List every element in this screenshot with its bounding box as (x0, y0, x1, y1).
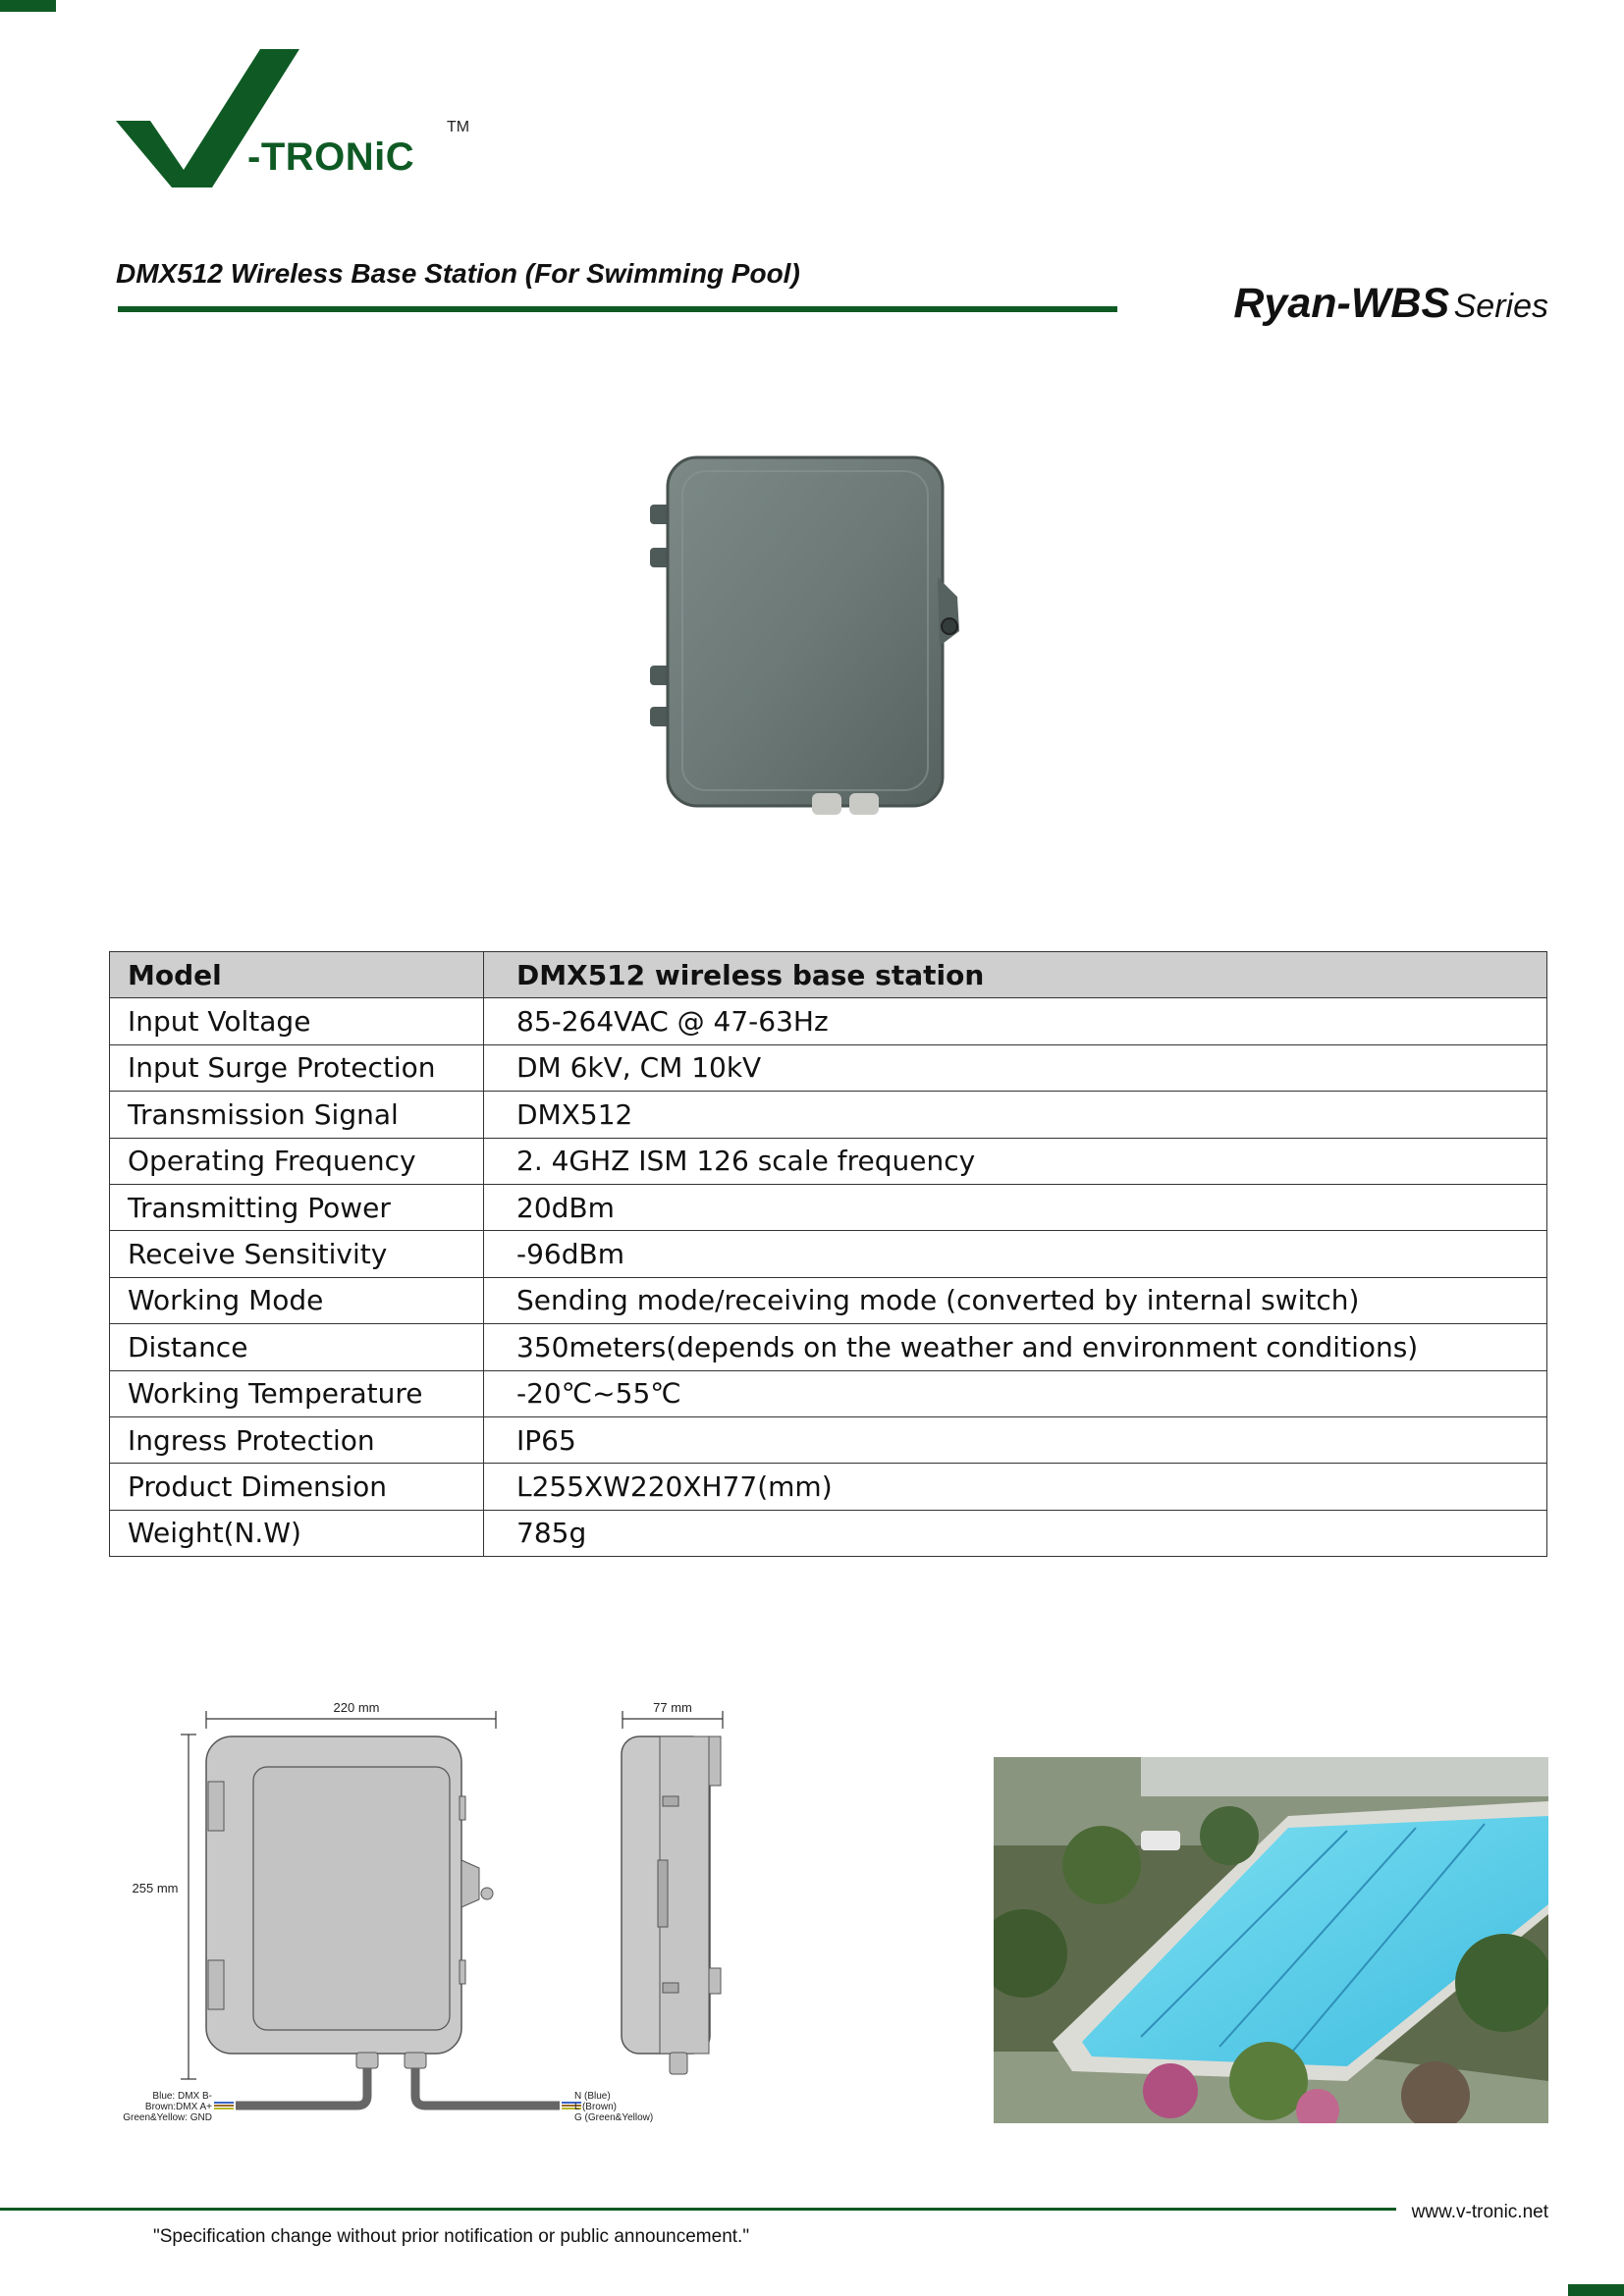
table-row (110, 1231, 1547, 1277)
series-name (1233, 280, 1548, 328)
table-row (110, 1277, 1547, 1323)
spec-value: -20℃~55℃ (484, 1370, 1547, 1416)
spec-value: 785g (484, 1510, 1547, 1556)
spec-value: DMX512 (484, 1092, 1547, 1138)
series-model: Ryan-WBS (1233, 280, 1450, 327)
width-dimension-label: 220 mm (333, 1700, 380, 1715)
document-title: DMX512 Wireless Base Station (For Swimming Pool) (116, 258, 800, 289)
table-row (110, 1138, 1547, 1184)
spec-label: Input Voltage (110, 998, 484, 1044)
height-dimension-label: 255 mm (132, 1881, 179, 1896)
spec-label: Receive Sensitivity (110, 1231, 484, 1277)
corner-accent-bottom (1568, 2284, 1624, 2296)
power-wire-label-3: G (Green&Yellow) (574, 2112, 654, 2123)
corner-accent-top (0, 0, 56, 12)
dimension-drawing (108, 1693, 736, 2125)
product-photo (643, 450, 967, 823)
spec-table (109, 951, 1547, 1557)
table-row (110, 1370, 1547, 1416)
spec-label: Input Surge Protection (110, 1044, 484, 1091)
dmx-wire-label-1: Blue: DMX B- (152, 2091, 212, 2102)
series-word: Series (1453, 288, 1548, 325)
dmx-wire-label-3: Green&Yellow: GND (123, 2112, 212, 2123)
disclaimer-text: "Specification change without prior notification or public announcement." (153, 2226, 750, 2247)
table-row (110, 1510, 1547, 1556)
spec-label: Operating Frequency (110, 1138, 484, 1184)
table-row (110, 1324, 1547, 1370)
spec-value: 2. 4GHZ ISM 126 scale frequency (484, 1138, 1547, 1184)
footer-rule (0, 2208, 1396, 2211)
power-wire-label-1: N (Blue) (574, 2091, 611, 2102)
table-row (110, 1416, 1547, 1463)
title-underline (118, 306, 1117, 312)
spec-label: Working Mode (110, 1277, 484, 1323)
power-wire-label-2: L (Brown) (574, 2102, 617, 2112)
dmx-wire-label-2: Brown:DMX A+ (144, 2102, 212, 2112)
spec-value: 20dBm (484, 1184, 1547, 1230)
spec-value: 85-264VAC @ 47-63Hz (484, 998, 1547, 1044)
spec-value: L255XW220XH77(mm) (484, 1464, 1547, 1510)
brand-name: -TRONiC (247, 135, 415, 179)
spec-label: Transmitting Power (110, 1184, 484, 1230)
spec-label: Product Dimension (110, 1464, 484, 1510)
table-row (110, 1092, 1547, 1138)
spec-label: Weight(N.W) (110, 1510, 484, 1556)
spec-label: Ingress Protection (110, 1416, 484, 1463)
spec-header-value: DMX512 wireless base station (484, 952, 1547, 998)
spec-label: Distance (110, 1324, 484, 1370)
spec-label: Working Temperature (110, 1370, 484, 1416)
spec-value: DM 6kV, CM 10kV (484, 1044, 1547, 1091)
table-row (110, 998, 1547, 1044)
spec-header-label: Model (110, 952, 484, 998)
spec-value: 350meters(depends on the weather and environment conditions) (484, 1324, 1547, 1370)
pool-installation-photo (994, 1757, 1548, 2123)
spec-label: Transmission Signal (110, 1092, 484, 1138)
spec-value: Sending mode/receiving mode (converted by internal switch) (484, 1277, 1547, 1323)
spec-value: -96dBm (484, 1231, 1547, 1277)
table-row (110, 1464, 1547, 1510)
spec-value: IP65 (484, 1416, 1547, 1463)
website-url: www.v-tronic.net (1411, 2202, 1548, 2222)
trademark-mark: TM (447, 119, 470, 135)
table-row (110, 1184, 1547, 1230)
depth-dimension-label: 77 mm (653, 1700, 692, 1715)
spec-table-header-row (110, 952, 1547, 998)
table-row (110, 1044, 1547, 1091)
